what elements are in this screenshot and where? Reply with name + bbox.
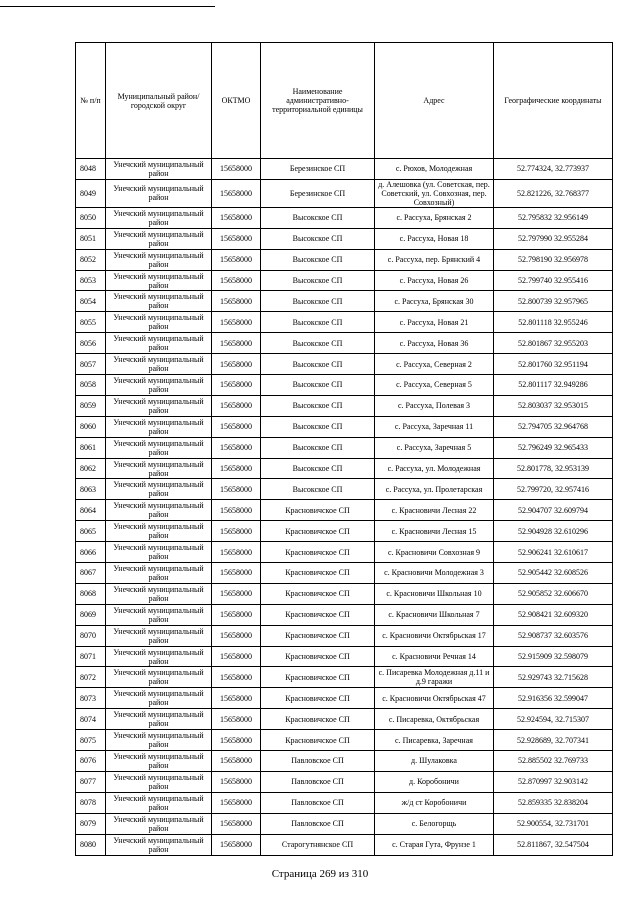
oktmo-cell: 15658000	[212, 688, 261, 709]
table-row	[76, 646, 613, 667]
page-number: Страница 269 из 310	[271, 868, 369, 880]
admin-unit-cell: Красновичское СП	[261, 563, 375, 584]
admin-unit-cell: Красновичское СП	[261, 667, 375, 688]
row-number: 8054	[76, 291, 106, 312]
header-municipality: Муниципальный район/городской округ	[106, 43, 212, 159]
row-number: 8063	[76, 479, 106, 500]
oktmo-cell: 15658000	[212, 604, 261, 625]
oktmo-cell: 15658000	[212, 291, 261, 312]
coordinates-cell: 52.798190 32.956978	[494, 249, 613, 270]
coordinates-cell: 52.801117 32.949286	[494, 375, 613, 396]
admin-unit-cell: Высокское СП	[261, 249, 375, 270]
coordinates-cell: 52.774324, 32.773937	[494, 159, 613, 180]
table-row	[76, 395, 613, 416]
oktmo-cell: 15658000	[212, 458, 261, 479]
row-number: 8058	[76, 375, 106, 396]
registry-table	[75, 42, 613, 856]
row-number: 8064	[76, 500, 106, 521]
admin-unit-cell: Павловское СП	[261, 792, 375, 813]
admin-unit-cell: Красновичское СП	[261, 646, 375, 667]
oktmo-cell: 15658000	[212, 563, 261, 584]
municipality-cell: Унечский муниципальный район	[106, 228, 212, 249]
oktmo-cell: 15658000	[212, 228, 261, 249]
table-row	[76, 333, 613, 354]
row-number: 8060	[76, 416, 106, 437]
coordinates-cell: 52.799720, 32.957416	[494, 479, 613, 500]
admin-unit-cell: Высокское СП	[261, 375, 375, 396]
oktmo-cell: 15658000	[212, 333, 261, 354]
coordinates-cell: 52.801118 32.955246	[494, 312, 613, 333]
address-cell: с. Рюхов, Молодежная	[375, 159, 494, 180]
address-cell: с. Рассуха, ул. Молодежная	[375, 458, 494, 479]
oktmo-cell: 15658000	[212, 709, 261, 730]
address-cell: с. Писаревка, Заречная	[375, 730, 494, 751]
municipality-cell: Унечский муниципальный район	[106, 159, 212, 180]
table-row	[76, 604, 613, 625]
table-row	[76, 563, 613, 584]
row-number: 8049	[76, 179, 106, 207]
municipality-cell: Унечский муниципальный район	[106, 291, 212, 312]
municipality-cell: Унечский муниципальный район	[106, 834, 212, 855]
oktmo-cell: 15658000	[212, 395, 261, 416]
coordinates-cell: 52.801778, 32.953139	[494, 458, 613, 479]
municipality-cell: Унечский муниципальный район	[106, 437, 212, 458]
oktmo-cell: 15658000	[212, 771, 261, 792]
admin-unit-cell: Высокское СП	[261, 312, 375, 333]
address-cell: с. Белогорщь	[375, 813, 494, 834]
admin-unit-cell: Красновичское СП	[261, 542, 375, 563]
address-cell: с. Красновичи Лесная 15	[375, 521, 494, 542]
municipality-cell: Унечский муниципальный район	[106, 375, 212, 396]
oktmo-cell: 15658000	[212, 179, 261, 207]
address-cell: ж/д ст Коробоничи	[375, 792, 494, 813]
admin-unit-cell: Высокское СП	[261, 207, 375, 228]
municipality-cell: Унечский муниципальный район	[106, 625, 212, 646]
row-number: 8056	[76, 333, 106, 354]
address-cell: с. Красновичи Школьная 10	[375, 583, 494, 604]
table-row	[76, 834, 613, 855]
coordinates-cell: 52.796249 32.965433	[494, 437, 613, 458]
row-number: 8066	[76, 542, 106, 563]
oktmo-cell: 15658000	[212, 583, 261, 604]
municipality-cell: Унечский муниципальный район	[106, 354, 212, 375]
table-row	[76, 625, 613, 646]
address-cell: с. Рассуха, Новая 26	[375, 270, 494, 291]
municipality-cell: Унечский муниципальный район	[106, 458, 212, 479]
header-num: № п/п	[76, 43, 106, 159]
admin-unit-cell: Красновичское СП	[261, 521, 375, 542]
row-number: 8072	[76, 667, 106, 688]
address-cell: с. Красновичи Октябрьская 17	[375, 625, 494, 646]
row-number: 8077	[76, 771, 106, 792]
address-cell: с. Рассуха, Заречная 5	[375, 437, 494, 458]
coordinates-cell: 52.924594, 32.715307	[494, 709, 613, 730]
table-row	[76, 583, 613, 604]
admin-unit-cell: Высокское СП	[261, 354, 375, 375]
row-number: 8068	[76, 583, 106, 604]
table-row	[76, 751, 613, 772]
address-cell: с. Рассуха, Брянская 30	[375, 291, 494, 312]
table-row	[76, 416, 613, 437]
oktmo-cell: 15658000	[212, 159, 261, 180]
address-cell: с. Рассуха, Северная 2	[375, 354, 494, 375]
top-rule	[0, 6, 215, 7]
coordinates-cell: 52.905442 32.608526	[494, 563, 613, 584]
address-cell: с. Рассуха, ул. Пролетарская	[375, 479, 494, 500]
oktmo-cell: 15658000	[212, 625, 261, 646]
municipality-cell: Унечский муниципальный район	[106, 688, 212, 709]
coordinates-cell: 52.799740 32.955416	[494, 270, 613, 291]
municipality-cell: Унечский муниципальный район	[106, 646, 212, 667]
table-header	[76, 43, 613, 159]
row-number: 8079	[76, 813, 106, 834]
address-cell: с. Красновичи Молодежная 3	[375, 563, 494, 584]
row-number: 8048	[76, 159, 106, 180]
coordinates-cell: 52.801867 32.955203	[494, 333, 613, 354]
header-oktmo: ОКТМО	[212, 43, 261, 159]
coordinates-cell: 52.795832 32.956149	[494, 207, 613, 228]
row-number: 8052	[76, 249, 106, 270]
admin-unit-cell: Высокское СП	[261, 416, 375, 437]
municipality-cell: Унечский муниципальный район	[106, 813, 212, 834]
address-cell: с. Красновичи Речная 14	[375, 646, 494, 667]
admin-unit-cell: Павловское СП	[261, 771, 375, 792]
municipality-cell: Унечский муниципальный район	[106, 667, 212, 688]
admin-unit-cell: Высокское СП	[261, 437, 375, 458]
row-number: 8071	[76, 646, 106, 667]
oktmo-cell: 15658000	[212, 813, 261, 834]
admin-unit-cell: Высокское СП	[261, 479, 375, 500]
admin-unit-cell: Красновичское СП	[261, 730, 375, 751]
table-row	[76, 312, 613, 333]
row-number: 8051	[76, 228, 106, 249]
coordinates-cell: 52.803037 32.953015	[494, 395, 613, 416]
table-row	[76, 813, 613, 834]
municipality-cell: Унечский муниципальный район	[106, 730, 212, 751]
row-number: 8053	[76, 270, 106, 291]
address-cell: с. Писаревка Молодежная д.11 и д.9 гаражи	[375, 667, 494, 688]
oktmo-cell: 15658000	[212, 207, 261, 228]
coordinates-cell: 52.928689, 32.707341	[494, 730, 613, 751]
header-admin-unit: Наименование административно-территориальной единицы	[261, 43, 375, 159]
oktmo-cell: 15658000	[212, 792, 261, 813]
coordinates-cell: 52.797990 32.955284	[494, 228, 613, 249]
row-number: 8080	[76, 834, 106, 855]
coordinates-cell: 52.904928 32.610296	[494, 521, 613, 542]
admin-unit-cell: Красновичское СП	[261, 625, 375, 646]
admin-unit-cell: Березинское СП	[261, 159, 375, 180]
municipality-cell: Унечский муниципальный район	[106, 249, 212, 270]
coordinates-cell: 52.859335 32.838204	[494, 792, 613, 813]
header-coordinates: Географические координаты	[494, 43, 613, 159]
coordinates-cell: 52.800739 32.957965	[494, 291, 613, 312]
coordinates-cell: 52.801760 32.951194	[494, 354, 613, 375]
address-cell: с. Писаревка, Октябрьская	[375, 709, 494, 730]
oktmo-cell: 15658000	[212, 730, 261, 751]
row-number: 8070	[76, 625, 106, 646]
coordinates-cell: 52.906241 32.610617	[494, 542, 613, 563]
table-row	[76, 228, 613, 249]
address-cell: с. Старая Гута, Фрунзе 1	[375, 834, 494, 855]
address-cell: с. Рассуха, Северная 5	[375, 375, 494, 396]
address-cell: с. Красновичи Совхозная 9	[375, 542, 494, 563]
coordinates-cell: 52.811867, 32.547504	[494, 834, 613, 855]
table-row	[76, 521, 613, 542]
row-number: 8073	[76, 688, 106, 709]
municipality-cell: Унечский муниципальный район	[106, 604, 212, 625]
table-row	[76, 179, 613, 207]
oktmo-cell: 15658000	[212, 416, 261, 437]
row-number: 8057	[76, 354, 106, 375]
municipality-cell: Унечский муниципальный район	[106, 521, 212, 542]
address-cell: с. Красновичи Школьная 7	[375, 604, 494, 625]
table-row	[76, 709, 613, 730]
admin-unit-cell: Павловское СП	[261, 751, 375, 772]
municipality-cell: Унечский муниципальный район	[106, 500, 212, 521]
admin-unit-cell: Высокское СП	[261, 395, 375, 416]
municipality-cell: Унечский муниципальный район	[106, 479, 212, 500]
row-number: 8062	[76, 458, 106, 479]
municipality-cell: Унечский муниципальный район	[106, 563, 212, 584]
address-cell: с. Рассуха, пер. Брянский 4	[375, 249, 494, 270]
table-row	[76, 207, 613, 228]
admin-unit-cell: Высокское СП	[261, 270, 375, 291]
municipality-cell: Унечский муниципальный район	[106, 395, 212, 416]
address-cell: д. Алешовка (ул. Советская, пер. Советский, ул. Совхозная, пер. Совхозный)	[375, 179, 494, 207]
table-row	[76, 159, 613, 180]
address-cell: д. Коробоничи	[375, 771, 494, 792]
address-cell: с. Красновичи Октябрьская 47	[375, 688, 494, 709]
table-row	[76, 730, 613, 751]
address-cell: д. Шулаковка	[375, 751, 494, 772]
coordinates-cell: 52.885502 32.769733	[494, 751, 613, 772]
table-row	[76, 291, 613, 312]
municipality-cell: Унечский муниципальный район	[106, 542, 212, 563]
oktmo-cell: 15658000	[212, 646, 261, 667]
coordinates-cell: 52.900554, 32.731701	[494, 813, 613, 834]
table-row	[76, 667, 613, 688]
admin-unit-cell: Павловское СП	[261, 813, 375, 834]
row-number: 8050	[76, 207, 106, 228]
table-row	[76, 270, 613, 291]
municipality-cell: Унечский муниципальный район	[106, 179, 212, 207]
municipality-cell: Унечский муниципальный район	[106, 583, 212, 604]
address-cell: с. Рассуха, Новая 36	[375, 333, 494, 354]
table-row	[76, 249, 613, 270]
oktmo-cell: 15658000	[212, 542, 261, 563]
oktmo-cell: 15658000	[212, 479, 261, 500]
admin-unit-cell: Красновичское СП	[261, 709, 375, 730]
row-number: 8069	[76, 604, 106, 625]
table-row	[76, 375, 613, 396]
coordinates-cell: 52.794705 32.964768	[494, 416, 613, 437]
coordinates-cell: 52.870997 32.903142	[494, 771, 613, 792]
admin-unit-cell: Красновичское СП	[261, 604, 375, 625]
table-body	[76, 159, 613, 856]
table-row	[76, 542, 613, 563]
address-cell: с. Рассуха, Новая 18	[375, 228, 494, 249]
municipality-cell: Унечский муниципальный район	[106, 270, 212, 291]
coordinates-cell: 52.821226, 32.768377	[494, 179, 613, 207]
table-row	[76, 354, 613, 375]
address-cell: с. Рассуха, Брянская 2	[375, 207, 494, 228]
admin-unit-cell: Березинское СП	[261, 179, 375, 207]
table-row	[76, 479, 613, 500]
municipality-cell: Унечский муниципальный район	[106, 771, 212, 792]
admin-unit-cell: Красновичское СП	[261, 688, 375, 709]
municipality-cell: Унечский муниципальный район	[106, 416, 212, 437]
row-number: 8074	[76, 709, 106, 730]
oktmo-cell: 15658000	[212, 354, 261, 375]
admin-unit-cell: Высокское СП	[261, 333, 375, 354]
coordinates-cell: 52.915909 32.598079	[494, 646, 613, 667]
municipality-cell: Унечский муниципальный район	[106, 751, 212, 772]
row-number: 8078	[76, 792, 106, 813]
address-cell: с. Рассуха, Полевая 3	[375, 395, 494, 416]
row-number: 8065	[76, 521, 106, 542]
oktmo-cell: 15658000	[212, 834, 261, 855]
row-number: 8061	[76, 437, 106, 458]
row-number: 8055	[76, 312, 106, 333]
oktmo-cell: 15658000	[212, 521, 261, 542]
table-row	[76, 500, 613, 521]
admin-unit-cell: Красновичское СП	[261, 500, 375, 521]
oktmo-cell: 15658000	[212, 500, 261, 521]
oktmo-cell: 15658000	[212, 751, 261, 772]
row-number: 8076	[76, 751, 106, 772]
header-address: Адрес	[375, 43, 494, 159]
row-number: 8059	[76, 395, 106, 416]
table-row	[76, 792, 613, 813]
oktmo-cell: 15658000	[212, 249, 261, 270]
coordinates-cell: 52.916356 32.599047	[494, 688, 613, 709]
municipality-cell: Унечский муниципальный район	[106, 333, 212, 354]
table-row	[76, 771, 613, 792]
municipality-cell: Унечский муниципальный район	[106, 207, 212, 228]
row-number: 8067	[76, 563, 106, 584]
address-cell: с. Рассуха, Новая 21	[375, 312, 494, 333]
oktmo-cell: 15658000	[212, 667, 261, 688]
row-number: 8075	[76, 730, 106, 751]
oktmo-cell: 15658000	[212, 375, 261, 396]
table-row	[76, 437, 613, 458]
oktmo-cell: 15658000	[212, 312, 261, 333]
address-cell: с. Красновичи Лесная 22	[375, 500, 494, 521]
address-cell: с. Рассуха, Заречная 11	[375, 416, 494, 437]
municipality-cell: Унечский муниципальный район	[106, 792, 212, 813]
admin-unit-cell: Высокское СП	[261, 228, 375, 249]
admin-unit-cell: Старогутнянское СП	[261, 834, 375, 855]
admin-unit-cell: Красновичское СП	[261, 583, 375, 604]
admin-unit-cell: Высокское СП	[261, 458, 375, 479]
municipality-cell: Унечский муниципальный район	[106, 312, 212, 333]
admin-unit-cell: Высокское СП	[261, 291, 375, 312]
coordinates-cell: 52.908421 32.609320	[494, 604, 613, 625]
oktmo-cell: 15658000	[212, 270, 261, 291]
table-row	[76, 688, 613, 709]
coordinates-cell: 52.929743 32.715628	[494, 667, 613, 688]
coordinates-cell: 52.904707 32.609794	[494, 500, 613, 521]
table-row	[76, 458, 613, 479]
coordinates-cell: 52.905852 32.606670	[494, 583, 613, 604]
coordinates-cell: 52.908737 32.603576	[494, 625, 613, 646]
oktmo-cell: 15658000	[212, 437, 261, 458]
municipality-cell: Унечский муниципальный район	[106, 709, 212, 730]
